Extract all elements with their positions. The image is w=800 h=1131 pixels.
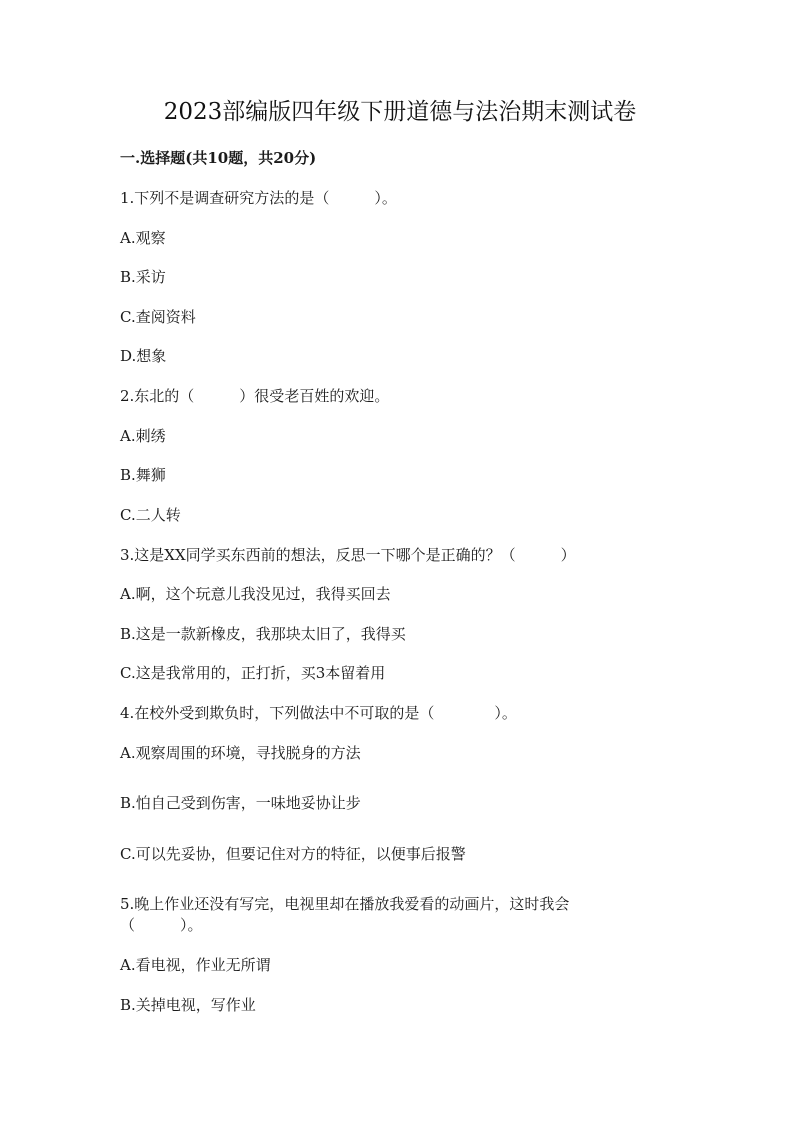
option-2b: B.舞狮 (120, 466, 166, 484)
option-4c: C.可以先妥协，但要记住对方的特征，以便事后报警 (120, 845, 466, 863)
question-4: 4.在校外受到欺负时，下列做法中不可取的是（ ）。 (120, 704, 517, 722)
section-heading: 一.选择题(共10题，共20分) (120, 149, 317, 167)
option-3a: A.啊，这个玩意儿我没见过，我得买回去 (120, 585, 391, 603)
question-2: 2.东北的（ ）很受老百姓的欢迎。 (120, 387, 390, 405)
option-5b: B.关掉电视，写作业 (120, 996, 256, 1014)
option-5a: A.看电视，作业无所谓 (120, 956, 271, 974)
option-3c: C.这是我常用的，正打折，买3本留着用 (120, 664, 386, 682)
option-2c: C.二人转 (120, 506, 181, 524)
option-1b: B.采访 (120, 268, 166, 286)
question-1: 1.下列不是调查研究方法的是（ ）。 (120, 189, 397, 207)
question-5: 5.晚上作业还没有写完，电视里却在播放我爱看的动画片，这时我会 (120, 895, 570, 913)
option-3b: B.这是一款新橡皮，我那块太旧了，我得买 (120, 625, 406, 643)
option-4a: A.观察周围的环境，寻找脱身的方法 (120, 744, 361, 762)
option-1c: C.查阅资料 (120, 308, 196, 326)
question-3: 3.这是XX同学买东西前的想法，反思一下哪个是正确的？（ ） (120, 546, 576, 564)
page-title: 2023部编版四年级下册道德与法治期末测试卷 (163, 99, 637, 125)
option-2a: A.刺绣 (120, 427, 166, 445)
question-5-cont: （ ）。 (120, 916, 203, 934)
option-4b: B.怕自己受到伤害，一味地妥协让步 (120, 794, 361, 812)
option-1d: D.想象 (120, 347, 167, 365)
option-1a: A.观察 (120, 229, 166, 247)
